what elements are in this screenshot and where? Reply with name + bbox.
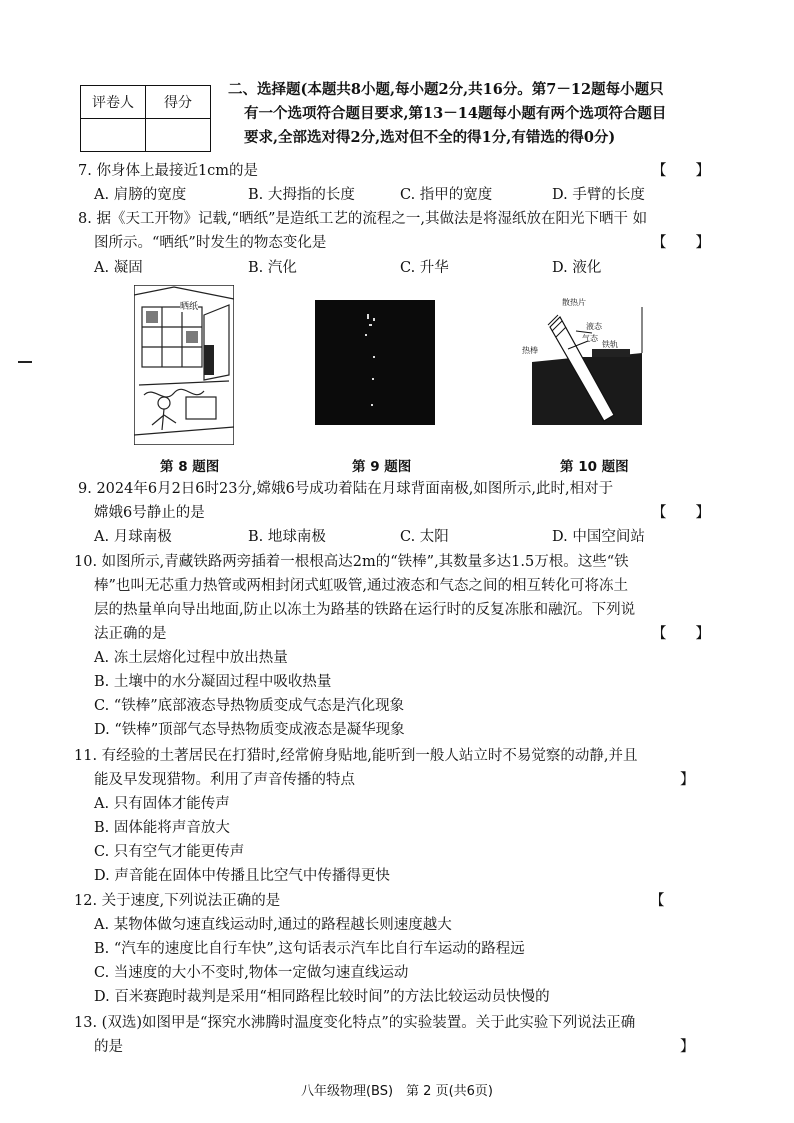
- q8-answer-bracket: 【 】: [652, 235, 710, 251]
- score-table-cell-grader: [81, 119, 146, 152]
- q13-stem-line-1: 13. (双选)如图甲是“探究水沸腾时温度变化特点”的实验装置。关于此实验下列说法正确: [74, 1015, 636, 1031]
- figure-10-caption: 第 10 题图: [560, 459, 629, 475]
- figure-8-label: 晒纸: [180, 299, 198, 312]
- figure-10-label-rod: 热棒: [522, 346, 538, 355]
- q10-stem-line-1: 10. 如图所示,青藏铁路两旁插着一根根高达2m的“铁棒”,其数量多达1.5万根。这些“铁: [74, 554, 629, 570]
- q10-stem-line-3: 层的热量单向导出地面,防止以冻土为路基的铁路在运行时的反复冻胀和融沉。下列说: [94, 602, 636, 618]
- q8-option-d: D. 液化: [552, 260, 602, 276]
- q9-option-a: A. 月球南极: [94, 529, 172, 545]
- q12-option-d: D. 百米赛跑时裁判是采用“相同路程比较时间”的方法比较运动员快慢的: [94, 989, 550, 1005]
- q10-option-a: A. 冻土层熔化过程中放出热量: [94, 650, 288, 666]
- q9-answer-bracket: 【 】: [652, 505, 710, 521]
- figure-10-label-gas: 气态: [582, 334, 598, 343]
- q9-stem-line-2: 嫦娥6号静止的是: [94, 505, 205, 521]
- q11-option-a: A. 只有固体才能传声: [94, 796, 230, 812]
- figure-10-heat-pipe: [522, 287, 652, 427]
- q12-answer-bracket: 【: [650, 893, 694, 909]
- figure-8-paper-drying: [134, 285, 234, 445]
- q8-stem-line-2: 图所示。“晒纸”时发生的物态变化是: [94, 235, 327, 251]
- figure-10-label-rail: 铁轨: [602, 340, 618, 349]
- q12-option-a: A. 某物体做匀速直线运动时,通过的路程越长则速度越大: [94, 917, 452, 933]
- q8-option-a: A. 凝固: [94, 260, 143, 276]
- q12-stem: 12. 关于速度,下列说法正确的是: [74, 893, 281, 909]
- q9-option-d: D. 中国空间站: [552, 529, 645, 545]
- q12-option-b: B. “汽车的速度比自行车快”,这句话表示汽车比自行车运动的路程远: [94, 941, 525, 957]
- score-table: [80, 85, 211, 152]
- q8-stem-line-1: 8. 据《天工开物》记载,“晒纸”是造纸工艺的流程之一,其做法是将湿纸放在阳光下晒干 如: [78, 211, 648, 227]
- q10-stem-line-2: 棒”也叫无芯重力热管或两相封闭式虹吸管,通过液态和气态之间的相互转化可将冻土: [94, 578, 629, 594]
- section-header-line-2: 有一个选项符合题目要求,第13－14题每小题有两个选项符合题目: [244, 105, 667, 122]
- q12-option-c: C. 当速度的大小不变时,物体一定做匀速直线运动: [94, 965, 409, 981]
- q11-option-b: B. 固体能将声音放大: [94, 820, 230, 836]
- q13-stem-line-2: 的是: [94, 1039, 123, 1055]
- q7-option-d: D. 手臂的长度: [552, 187, 645, 203]
- q7-stem: 7. 你身体上最接近1cm的是: [78, 163, 259, 179]
- q10-answer-bracket: 【 】: [652, 626, 710, 642]
- figure-9-caption: 第 9 题图: [352, 459, 412, 475]
- figure-10-label-liquid: 液态: [586, 322, 602, 331]
- page-footer: 八年级物理(BS) 第 2 页(共6页): [300, 1084, 494, 1099]
- q10-option-b: B. 土壤中的水分凝固过程中吸收热量: [94, 674, 332, 690]
- q9-stem-line-1: 9. 2024年6月2日6时23分,嫦娥6号成功着陆在月球背面南极,如图所示,此时,相对于: [78, 481, 614, 497]
- q9-option-b: B. 地球南极: [248, 529, 326, 545]
- q10-stem-line-4: 法正确的是: [94, 626, 167, 642]
- q7-answer-bracket: 【 】: [652, 163, 710, 179]
- score-table-header-grader: 评卷人: [81, 86, 146, 119]
- q13-answer-bracket: 】: [680, 1039, 695, 1055]
- q10-option-c: C. “铁棒”底部液态导热物质变成气态是汽化现象: [94, 698, 405, 714]
- figure-8-caption: 第 8 题图: [160, 459, 220, 475]
- figure-9-lunar-photo: [315, 300, 435, 425]
- q11-option-d: D. 声音能在固体中传播且比空气中传播得更快: [94, 868, 390, 884]
- section-header-line-1: 二、选择题(本题共8小题,每小题2分,共16分。第7－12题每小题只: [228, 81, 664, 98]
- q11-answer-bracket: 】: [680, 772, 695, 788]
- q7-option-c: C. 指甲的宽度: [400, 187, 493, 203]
- q11-stem-line-1: 11. 有经验的土著居民在打猎时,经常俯身贴地,能听到一般人站立时不易觉察的动静,并且: [74, 748, 638, 764]
- q10-option-d: D. “铁棒”顶部气态导热物质变成液态是凝华现象: [94, 722, 405, 738]
- margin-mark: [18, 361, 32, 363]
- figure-10-label-heatsink: 散热片: [562, 298, 586, 307]
- q7-option-b: B. 大拇指的长度: [248, 187, 355, 203]
- score-table-header-score: 得分: [146, 86, 211, 119]
- q9-option-c: C. 太阳: [400, 529, 449, 545]
- q8-option-c: C. 升华: [400, 260, 449, 276]
- q11-option-c: C. 只有空气才能更传声: [94, 844, 245, 860]
- q7-option-a: A. 肩膀的宽度: [94, 187, 187, 203]
- score-table-cell-score: [146, 119, 211, 152]
- q8-option-b: B. 汽化: [248, 260, 297, 276]
- section-header-line-3: 要求,全部选对得2分,选对但不全的得1分,有错选的得0分): [244, 129, 616, 146]
- q11-stem-line-2: 能及早发现猎物。利用了声音传播的特点: [94, 772, 355, 788]
